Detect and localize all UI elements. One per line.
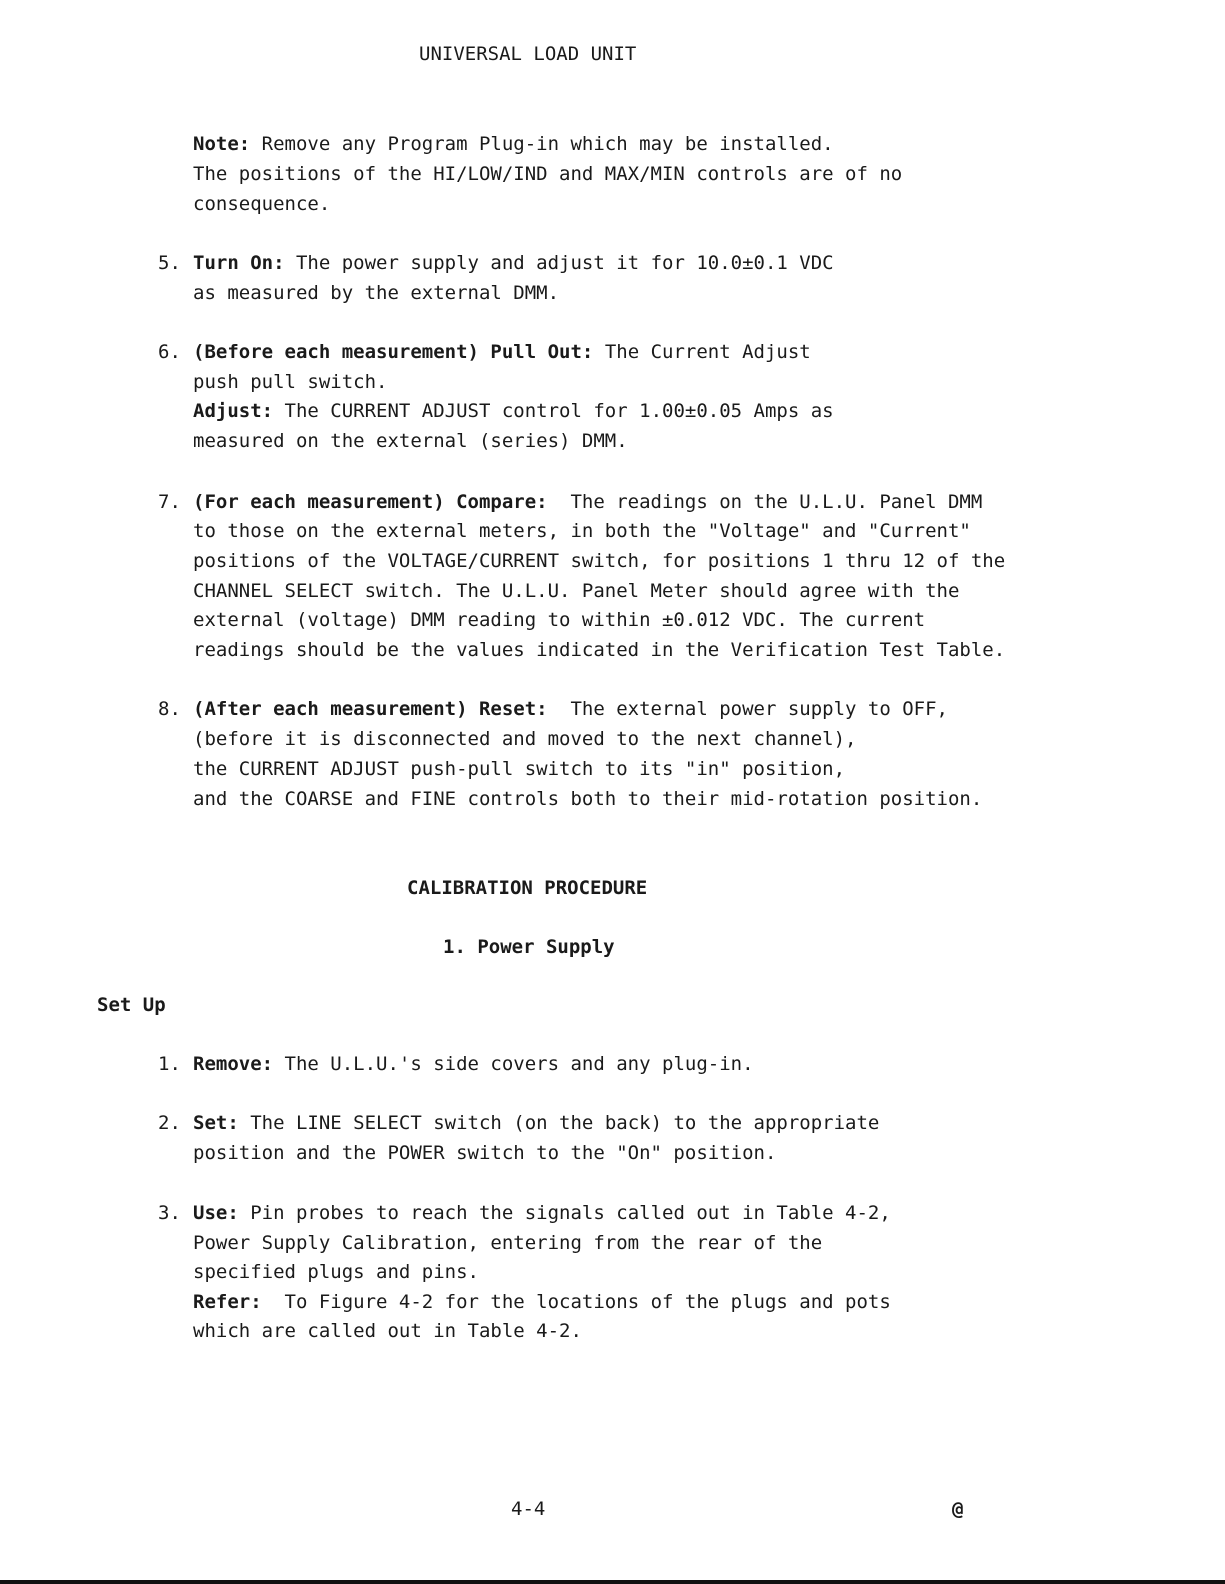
step-7-line-3: positions of the VOLTAGE/CURRENT switch, for positions 1 thru 12 of the — [193, 550, 1006, 572]
setup-3-line-3: specified plugs and pins. — [193, 1261, 479, 1283]
step-8-label: (After each measurement) Reset: — [193, 698, 548, 720]
note-line-1: Note: Remove any Program Plug-in which may be installed. — [193, 133, 834, 155]
step-7-line-5: external (voltage) DMM reading to within ±0.012 VDC. The current — [193, 609, 926, 631]
setup-3-line-4: Refer: To Figure 4-2 for the locations of the plugs and pots — [193, 1291, 891, 1313]
setup-3-line-2: Power Supply Calibration, entering from the rear of the — [193, 1232, 823, 1254]
bottom-border — [0, 1580, 1225, 1584]
page-number: 4-4 — [511, 1498, 546, 1520]
step-6-line-4: measured on the external (series) DMM. — [193, 430, 628, 452]
setup-3-line-5: which are called out in Table 4-2. — [193, 1320, 582, 1342]
note-line-2: The positions of the HI/LOW/IND and MAX/MIN controls are of no — [193, 163, 903, 185]
section-subtitle: 1. Power Supply — [443, 936, 615, 958]
note-line-3: consequence. — [193, 193, 331, 215]
setup-1-label: Remove: — [193, 1053, 274, 1075]
note-label: Note: — [193, 133, 251, 155]
step-8-number: 8. — [158, 698, 181, 720]
setup-2-number: 2. — [158, 1112, 181, 1134]
setup-3-label: Use: — [193, 1202, 239, 1224]
step-7-line-1: (For each measurement) Compare: The readings on the U.L.U. Panel DMM — [193, 491, 983, 513]
step-6-adjust-label: Adjust: — [193, 400, 274, 422]
setup-heading: Set Up — [97, 994, 166, 1016]
step-7-label: (For each measurement) Compare: — [193, 491, 548, 513]
setup-1-number: 1. — [158, 1053, 181, 1075]
step-7-number: 7. — [158, 491, 181, 513]
step-6-number: 6. — [158, 341, 181, 363]
step-5-number: 5. — [158, 252, 181, 274]
step-6-line-2: push pull switch. — [193, 371, 388, 393]
setup-3-refer-label: Refer: — [193, 1291, 262, 1313]
step-8-line-3: the CURRENT ADJUST push-pull switch to its "in" position, — [193, 758, 846, 780]
step-5-label: Turn On: — [193, 252, 285, 274]
step-5-line-1: Turn On: The power supply and adjust it for 10.0±0.1 VDC — [193, 252, 834, 274]
footer-mark: @ — [952, 1498, 964, 1520]
setup-2-line-2: position and the POWER switch to the "On" position. — [193, 1142, 777, 1164]
setup-2-line-1: Set: The LINE SELECT switch (on the back) to the appropriate — [193, 1112, 880, 1134]
step-8-line-2: (before it is disconnected and moved to the next channel), — [193, 728, 857, 750]
step-7-line-6: readings should be the values indicated in the Verification Test Table. — [193, 639, 1006, 661]
setup-3-number: 3. — [158, 1202, 181, 1224]
step-6-line-3: Adjust: The CURRENT ADJUST control for 1.00±0.05 Amps as — [193, 400, 834, 422]
setup-2-label: Set: — [193, 1112, 239, 1134]
setup-1-line-1: Remove: The U.L.U.'s side covers and any plug-in. — [193, 1053, 754, 1075]
step-8-line-4: and the COARSE and FINE controls both to their mid-rotation position. — [193, 788, 983, 810]
step-8-line-1: (After each measurement) Reset: The external power supply to OFF, — [193, 698, 948, 720]
setup-3-line-1: Use: Pin probes to reach the signals called out in Table 4-2, — [193, 1202, 891, 1224]
section-title: CALIBRATION PROCEDURE — [407, 877, 648, 899]
step-6-line-1: (Before each measurement) Pull Out: The Current Adjust — [193, 341, 811, 363]
step-6-label: (Before each measurement) Pull Out: — [193, 341, 594, 363]
step-5-line-2: as measured by the external DMM. — [193, 282, 560, 304]
header-title: UNIVERSAL LOAD UNIT — [419, 43, 637, 65]
step-7-line-2: to those on the external meters, in both the "Voltage" and "Current" — [193, 520, 971, 542]
step-7-line-4: CHANNEL SELECT switch. The U.L.U. Panel Meter should agree with the — [193, 580, 960, 602]
